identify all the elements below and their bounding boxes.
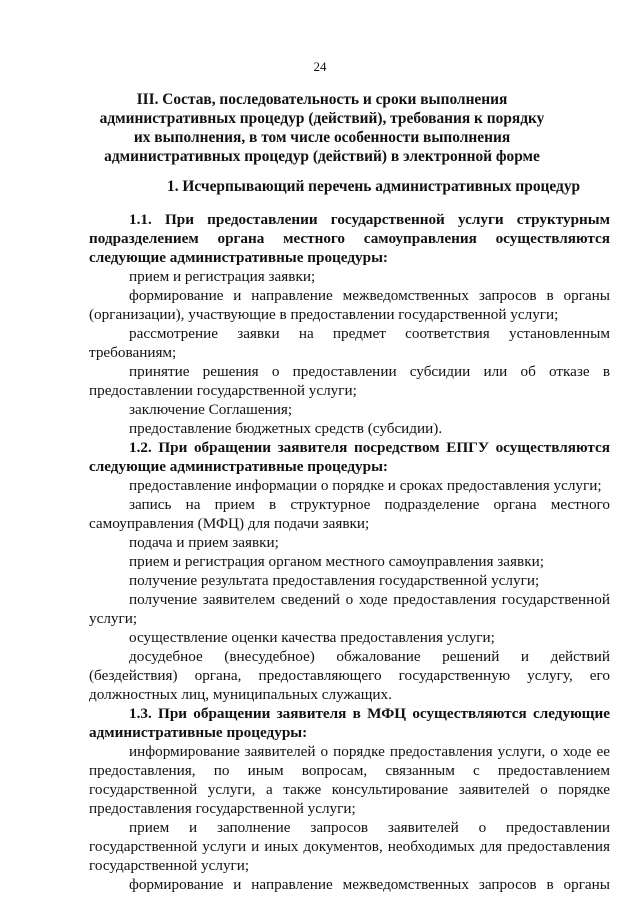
- subsection-title: 1. Исчерпывающий перечень административных процедур: [167, 178, 581, 195]
- paragraph-1-2-heading: 1.2. При обращении заявителя посредством ЕПГУ осуществляются следующие административные процедуры:: [89, 439, 610, 475]
- document-body: [89, 210, 610, 894]
- list-item: получение заявителем сведений о ходе предоставления государственной услуги;: [89, 591, 610, 627]
- list-item: заключение Соглашения;: [129, 401, 293, 418]
- list-item: прием и регистрация органом местного самоуправления заявки;: [129, 553, 544, 570]
- page-number: 24: [313, 59, 327, 74]
- list-item: информирование заявителей о порядке предоставления услуги, о ходе ее предоставления, по иным вопросам, связанным с предоставлением государственной услуги, а также консультирование заявителей о порядке предоставления государственной услуги;: [89, 743, 610, 817]
- list-item: получение результата предоставления государственной услуги;: [129, 572, 540, 589]
- list-item: прием и регистрация заявки;: [129, 268, 316, 285]
- list-item: рассмотрение заявки на предмет соответствия установленным требованиям;: [89, 325, 610, 361]
- list-item: подача и прием заявки;: [129, 534, 279, 551]
- list-item: предоставление информации о порядке и сроках предоставления услуги;: [129, 477, 602, 494]
- list-item: предоставление бюджетных средств (субсидии).: [129, 420, 443, 437]
- section-title: III. Состав, последовательность и сроки выполнения административных процедур (действий), требования к порядку их выполнения, в том числе особенности выполнения административных процедур (действий) в электронной форме: [99, 91, 545, 165]
- list-item: формирование и направление межведомственных запросов в органы: [129, 876, 610, 893]
- list-item: осуществление оценки качества предоставления услуги;: [129, 629, 495, 646]
- list-item: формирование и направление межведомственных запросов в органы (организации), участвующие в предоставлении государственной услуги;: [89, 287, 610, 323]
- list-item: досудебное (внесудебное) обжалование решений и действий (бездействия) органа, предоставляющего государственную услугу, его должностных лиц, муниципальных служащих.: [89, 648, 610, 703]
- list-item: запись на прием в структурное подразделение органа местного самоуправления (МФЦ) для подачи заявки;: [89, 496, 610, 532]
- list-item: принятие решения о предоставлении субсидии или об отказе в предоставлении государственной услуги;: [89, 363, 610, 399]
- paragraph-1-1-heading: 1.1. При предоставлении государственной услуги структурным подразделением органа местного самоуправления осуществляются следующие административные процедуры:: [89, 211, 610, 266]
- paragraph-1-3-heading: 1.3. При обращении заявителя в МФЦ осуществляются следующие административные процедуры:: [89, 705, 610, 741]
- list-item: прием и заполнение запросов заявителей о предоставлении государственной услуги и иных документов, необходимых для предоставления государственной услуги;: [89, 819, 610, 874]
